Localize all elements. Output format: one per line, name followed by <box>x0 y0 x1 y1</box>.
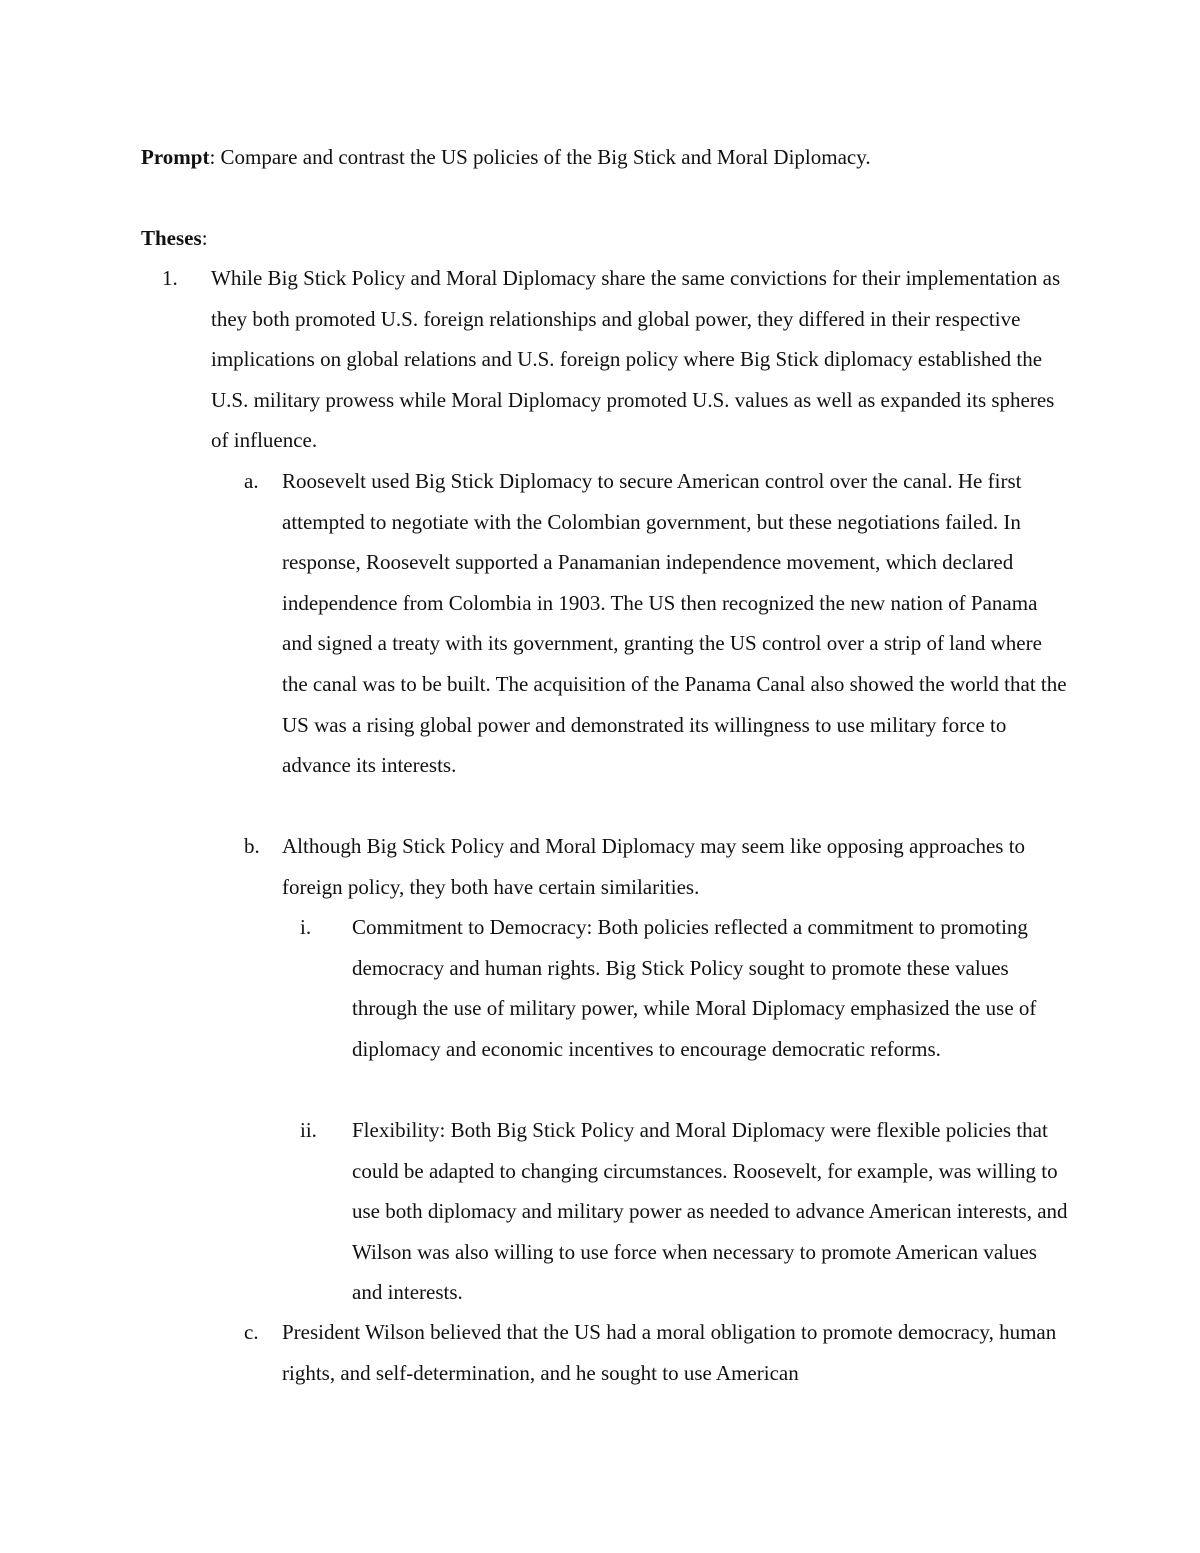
prompt-label: Prompt <box>141 145 210 169</box>
list-marker: a. <box>244 469 259 493</box>
thesis-item-1 <box>162 258 1071 461</box>
list-marker: ii. <box>300 1118 317 1142</box>
list-marker: b. <box>244 834 260 858</box>
sub-item-b <box>244 826 1072 907</box>
list-marker: c. <box>244 1320 259 1344</box>
sub-item-a <box>244 461 1072 786</box>
sub-item-text: Although Big Stick Policy and Moral Diplomacy may seem like opposing approaches to foreign policy, they both have certain similarities. <box>282 834 1026 899</box>
list-marker: i. <box>300 915 312 939</box>
thesis-text: While Big Stick Policy and Moral Diplomacy share the same convictions for their implementation as they both promoted U.S. foreign relationships and global power, they differed in their respective implications on global relations and U.S. foreign policy where Big Stick diplomacy established the U.S. military prowess while Moral Diplomacy promoted U.S. values as well as expanded its spheres of influence. <box>211 266 1061 453</box>
prompt-text: : Compare and contrast the US policies of the Big Stick and Moral Diplomacy. <box>209 145 871 169</box>
list-marker: 1. <box>162 266 178 290</box>
prompt-line <box>141 143 871 171</box>
sub-sub-item-ii <box>300 1110 1072 1313</box>
theses-colon: : <box>201 226 208 250</box>
sub-sub-item-i <box>300 907 1072 1069</box>
theses-heading <box>141 224 208 252</box>
sub-item-text: Roosevelt used Big Stick Diplomacy to secure American control over the canal. He first attempted to negotiate with the Colombian government, but these negotiations failed. In response, Roosevelt supported a Panamanian independence movement, which declared independence from Colombia in 1903. The US then recognized the new nation of Panama and signed a treaty with its government, granting the US control over a strip of land where the canal was to be built. The acquisition of the Panama Canal also showed the world that the US was a rising global power and demonstrated its willingness to use military force to advance its interests. <box>282 469 1067 778</box>
sub-item-text: President Wilson believed that the US had a moral obligation to promote democracy, human rights, and self-determination, and he sought to use American <box>282 1320 1057 1385</box>
sub-sub-item-text: Flexibility: Both Big Stick Policy and Moral Diplomacy were flexible policies that could be adapted to changing circumstances. Roosevelt, for example, was willing to use both diplomacy and military power as needed to advance American interests, and Wilson was also willing to use force when necessary to promote American values and interests. <box>352 1118 1068 1305</box>
theses-label: Theses <box>141 226 202 250</box>
sub-sub-item-text: Commitment to Democracy: Both policies reflected a commitment to promoting democracy and human rights. Big Stick Policy sought to promote these values through the use of military power, while Moral Diplomacy emphasized the use of diplomacy and economic incentives to encourage democratic reforms. <box>352 915 1037 1061</box>
sub-item-c <box>244 1312 1072 1393</box>
